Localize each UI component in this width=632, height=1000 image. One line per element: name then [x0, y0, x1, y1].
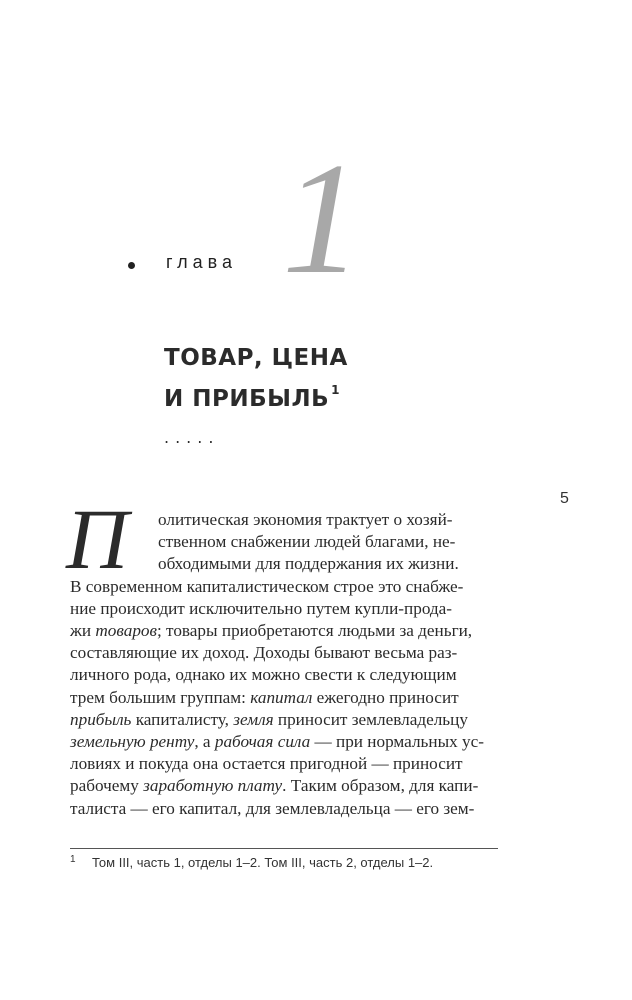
emphasis: товаров	[95, 621, 157, 640]
emphasis: заработную плату	[143, 776, 283, 796]
emphasis: капитал	[250, 687, 313, 707]
page-number: 5	[560, 490, 569, 507]
chapter-label: глава	[166, 252, 238, 272]
body-line-last: талиста — его капитал, для землевладельца — его зем-	[70, 798, 475, 818]
body-line: В современном капиталистическом строе это снабже-	[70, 576, 464, 596]
body-line: составляющие их доход. Доходы бывают весьма раз-	[70, 643, 458, 663]
footnote-number: 1	[70, 854, 76, 865]
body-line: олитическая экономия трактует о хозяй-	[158, 510, 453, 529]
body-line: ние происходит исключительно путем купли-прода-	[70, 598, 453, 618]
body-line	[70, 710, 468, 730]
emphasis: земельную ренту	[70, 732, 195, 751]
text-span: — при нормальных ус-	[310, 732, 484, 751]
body-line	[70, 621, 472, 641]
text-span: капиталисту,	[131, 709, 234, 729]
chapter-title-line1: ТОВАР, ЦЕНА	[164, 345, 348, 371]
body-line	[70, 688, 459, 708]
body-line: ственном снабжении людей благами, не-	[158, 532, 456, 552]
body-line: обходимыми для поддержания их жизни.	[158, 554, 459, 574]
body-line: личного рода, однако их можно свести к следующим	[70, 665, 457, 685]
body-line	[70, 732, 484, 752]
emphasis: земля	[233, 709, 274, 729]
emphasis: рабочая сила	[214, 732, 311, 751]
text-span: . Таким образом, для капи-	[282, 776, 479, 796]
text-span: , а	[194, 732, 215, 751]
text-span: рабочему	[70, 776, 144, 796]
text-span: ; товары приобретаются людьми за деньги,	[156, 621, 473, 640]
chapter-ornament: .....	[164, 428, 220, 447]
text-span: ежегодно приносит	[312, 687, 459, 707]
title-footnote-ref[interactable]: 1	[331, 383, 340, 397]
body-line: ловиях и покуда она остается пригодной — приносит	[70, 754, 463, 774]
chapter-title-line2-text: И ПРИБЫЛЬ	[164, 386, 330, 412]
chapter-bullet	[128, 262, 135, 269]
chapter-number: 1	[282, 129, 362, 307]
footnote-text: Том III, часть 1, отделы 1–2. Том III, часть 2, отделы 1–2.	[92, 855, 434, 870]
emphasis: прибыль	[70, 709, 132, 729]
chapter-title	[164, 342, 484, 415]
chapter-title-line2	[164, 374, 484, 415]
body-line	[70, 776, 478, 796]
footnote-rule	[70, 848, 498, 849]
text-span: приносит землевладельцу	[273, 709, 468, 729]
drop-cap: П	[66, 491, 129, 587]
text-span: жи	[70, 621, 96, 640]
text-span: трем большим группам:	[70, 687, 251, 707]
